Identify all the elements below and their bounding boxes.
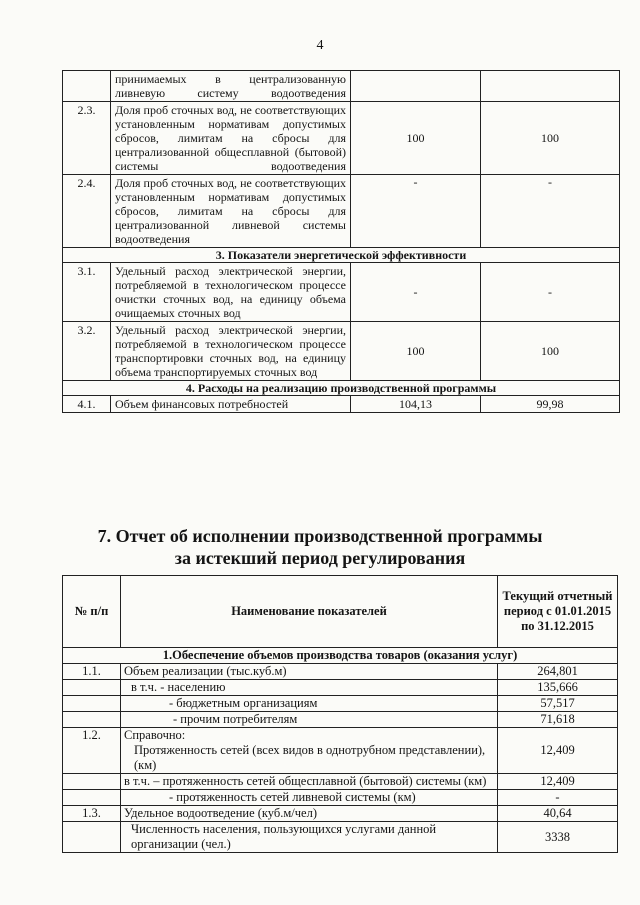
heading-line-2: за истекший период регулирования: [174, 548, 466, 568]
row-value: -: [498, 790, 618, 806]
row-name: Доля проб сточных вод, не соответствующих установленным нормативам допустимых сбросов, лимитам на сбросы для централизованной общесплавной (бытовой) системы водоотведения: [111, 102, 351, 175]
row-name-detail: Протяженность сетей (всех видов в однотрубном представлении), (км): [134, 743, 486, 772]
row-number: 4.1.: [63, 396, 111, 413]
row-name: Удельное водоотведение (куб.м/чел): [121, 806, 498, 822]
section-row: [63, 381, 620, 396]
table-row: [63, 175, 620, 248]
row-value-2: -: [481, 175, 620, 248]
row-value-2: 99,98: [481, 396, 620, 413]
row-number: [63, 712, 121, 728]
table-row: [63, 712, 618, 728]
row-value: 57,517: [498, 696, 618, 712]
row-name: Объем реализации (тыс.куб.м): [121, 664, 498, 680]
row-value-2: -: [481, 263, 620, 322]
table-row: [63, 71, 620, 102]
row-name: в т.ч. – протяженность сетей общесплавной (бытовой) системы (км): [121, 774, 498, 790]
row-value: 71,618: [498, 712, 618, 728]
row-name: в т.ч. - населению: [121, 680, 498, 696]
row-value: 12,409: [498, 728, 618, 774]
header-period: Текущий отчетный период с 01.01.2015 по 31.12.2015: [498, 576, 618, 648]
row-number: [63, 790, 121, 806]
report-table: [62, 575, 618, 853]
table-row: [63, 790, 618, 806]
row-number: [63, 696, 121, 712]
row-number: 2.3.: [63, 102, 111, 175]
section-title: 1.Обеспечение объемов производства товаров (оказания услуг): [63, 648, 618, 664]
row-value-2: 100: [481, 322, 620, 381]
header-name: Наименование показателей: [121, 576, 498, 648]
row-number: [63, 774, 121, 790]
table-row: [63, 822, 618, 853]
table-row: [63, 263, 620, 322]
row-value-1: [351, 71, 481, 102]
table-row: [63, 396, 620, 413]
row-number: 1.3.: [63, 806, 121, 822]
row-value-1: -: [351, 263, 481, 322]
row-value-2: [481, 71, 620, 102]
header-num: № п/п: [63, 576, 121, 648]
row-name: - бюджетным организациям: [121, 696, 498, 712]
row-number: 3.1.: [63, 263, 111, 322]
row-name-label: Справочно:: [124, 728, 186, 742]
table-row: [63, 102, 620, 175]
row-value-2: 100: [481, 102, 620, 175]
section-row: [63, 648, 618, 664]
row-value: 135,666: [498, 680, 618, 696]
page-number: 4: [316, 38, 324, 53]
table-row: [63, 806, 618, 822]
section-row: [63, 248, 620, 263]
row-value: 264,801: [498, 664, 618, 680]
row-value: 40,64: [498, 806, 618, 822]
row-number: 1.1.: [63, 664, 121, 680]
row-number: 1.2.: [63, 728, 121, 774]
row-name: Доля проб сточных вод, не соответствующих установленным нормативам допустимых сбросов, лимитам на сбросы для централизованной ливневой системы водоотведения: [111, 175, 351, 248]
row-value: 3338: [498, 822, 618, 853]
row-name: Удельный расход электрической энергии, потребляемой в технологическом процессе транспортировки сточных вод, на единицу объема транспортируемых сточных вод: [111, 322, 351, 381]
row-name: - прочим потребителям: [121, 712, 498, 728]
row-number: 3.2.: [63, 322, 111, 381]
row-name: принимаемых в централизованную ливневую систему водоотведения: [111, 71, 351, 102]
row-name: Численность населения, пользующихся услугами данной организации (чел.): [121, 822, 498, 853]
row-value-1: -: [351, 175, 481, 248]
section-title: 4. Расходы на реализацию производственной программы: [63, 381, 620, 396]
row-value-1: 104,13: [351, 396, 481, 413]
row-number: [63, 71, 111, 102]
table-row: [63, 322, 620, 381]
row-name: Объем финансовых потребностей: [111, 396, 351, 413]
row-value-1: 100: [351, 322, 481, 381]
row-name: [121, 728, 498, 774]
row-number: [63, 822, 121, 853]
row-name: Удельный расход электрической энергии, потребляемой в технологическом процессе очистки сточных вод, на единицу объема очищаемых сточных вод: [111, 263, 351, 322]
table-row: [63, 664, 618, 680]
header-row: [63, 576, 618, 648]
section-title: 3. Показатели энергетической эффективности: [63, 248, 620, 263]
section-heading: [0, 525, 640, 569]
indicators-table-continued: [62, 70, 620, 413]
row-value-1: 100: [351, 102, 481, 175]
table-row: [63, 696, 618, 712]
heading-line-1: 7. Отчет об исполнении производственной программы: [97, 526, 543, 546]
row-number: [63, 680, 121, 696]
table-row: [63, 774, 618, 790]
row-name: - протяженность сетей ливневой системы (км): [121, 790, 498, 806]
row-number: 2.4.: [63, 175, 111, 248]
table-row: [63, 680, 618, 696]
row-value: 12,409: [498, 774, 618, 790]
table-row: [63, 728, 618, 774]
